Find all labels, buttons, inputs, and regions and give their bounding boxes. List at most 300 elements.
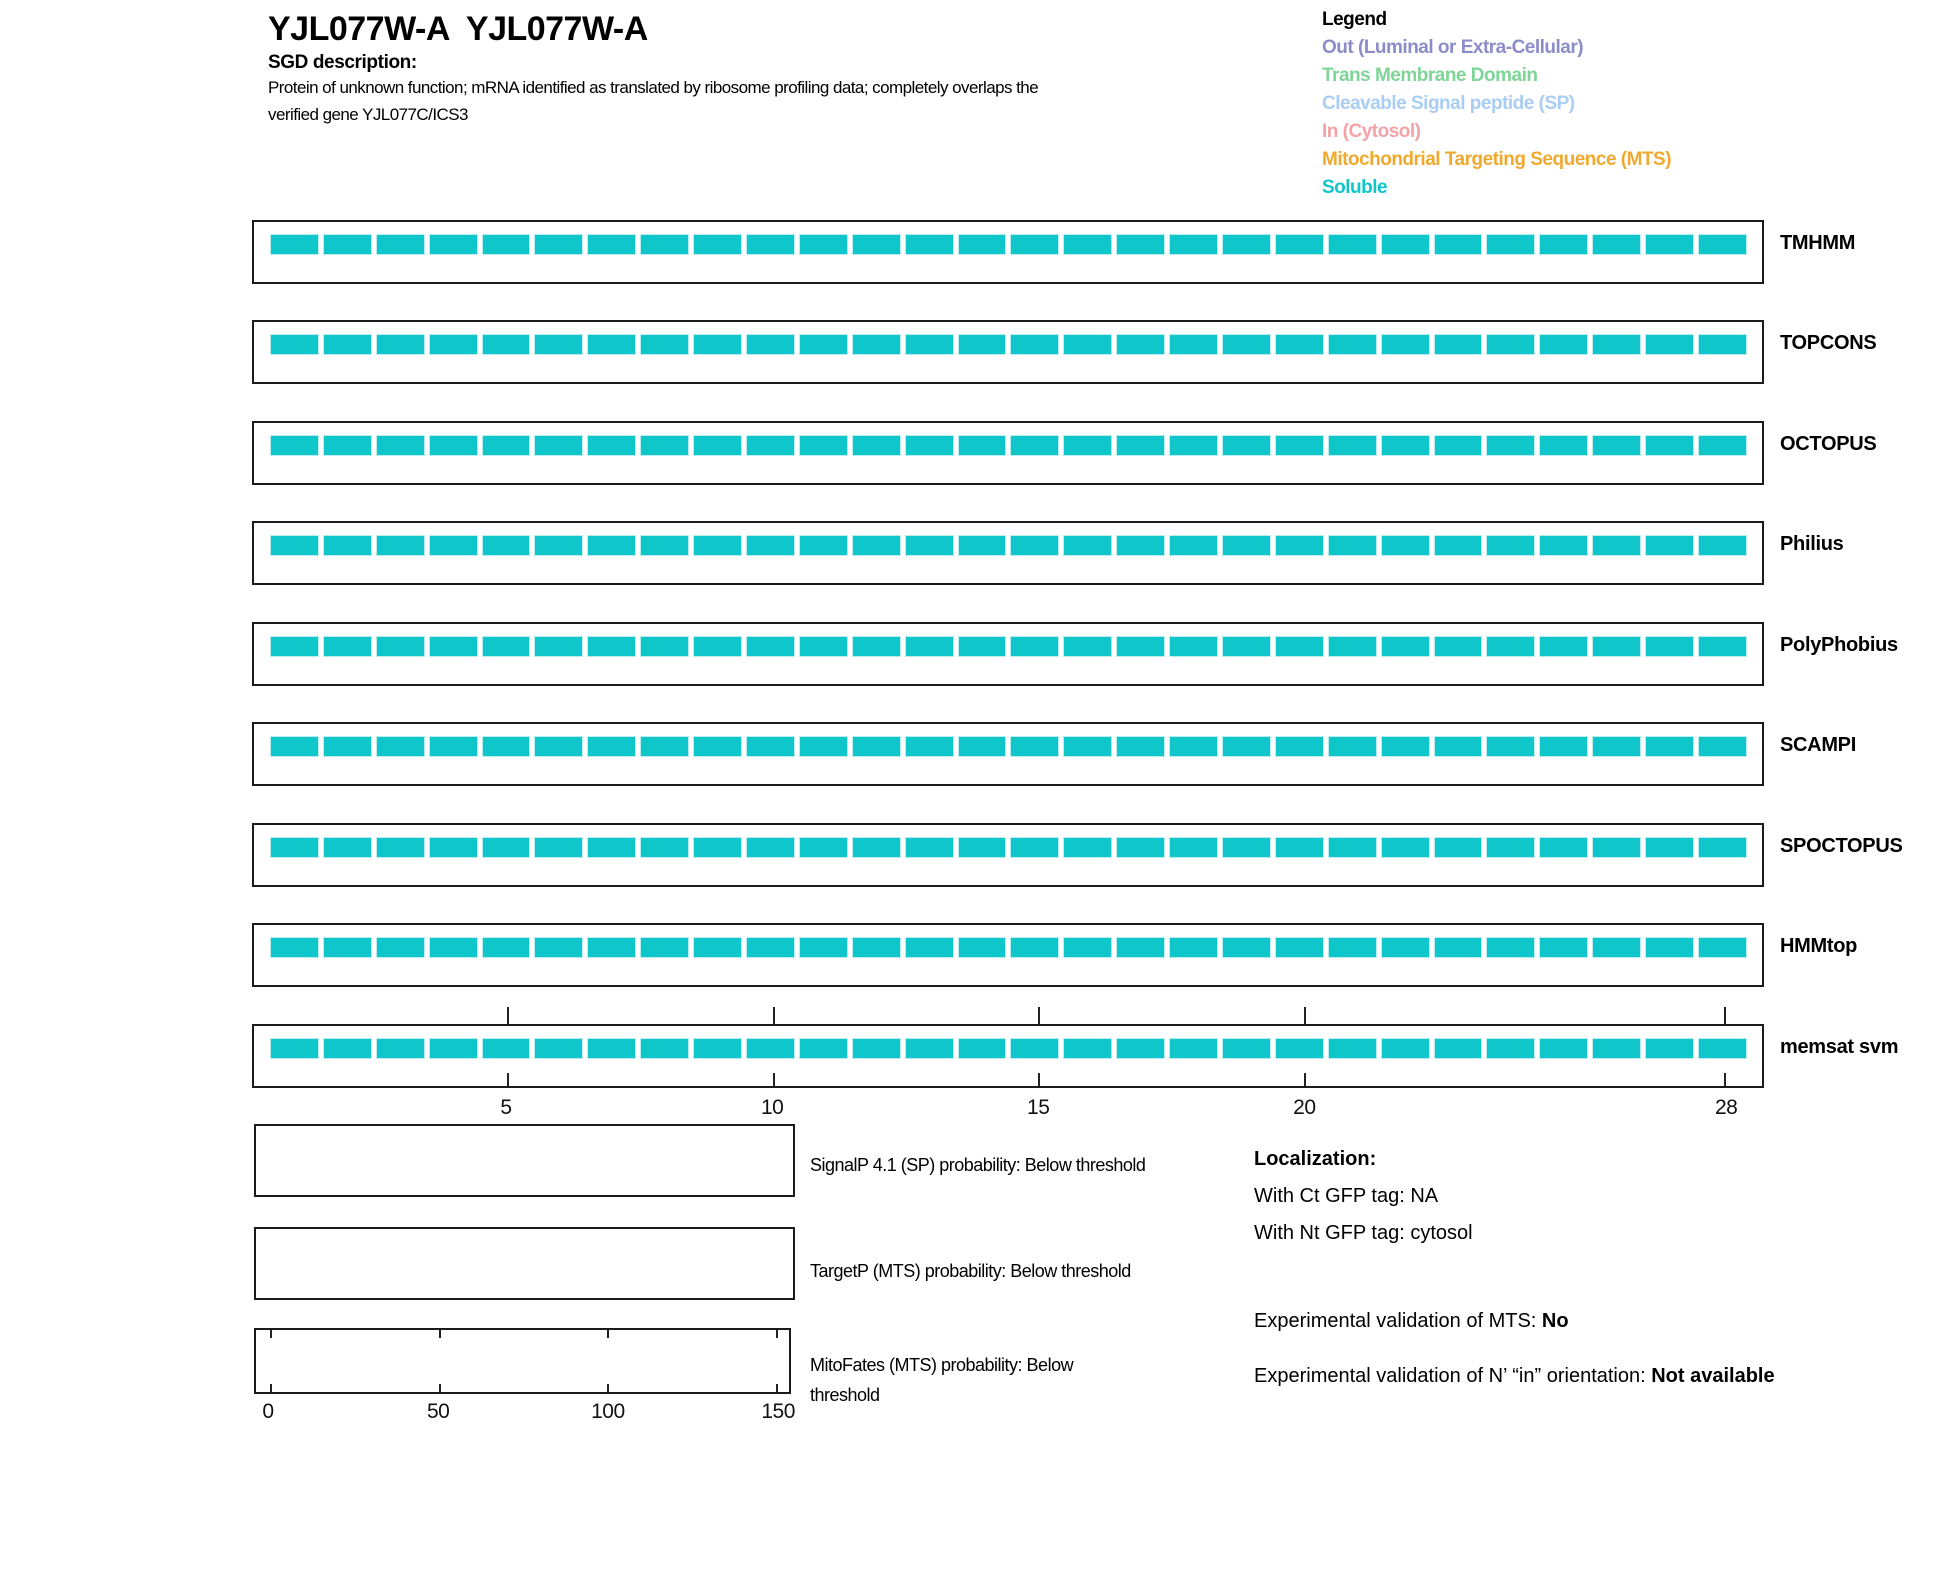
- gfp-tag-line: With Nt GFP tag: cytosol: [1254, 1222, 1473, 1244]
- residue-segment: [1434, 937, 1483, 958]
- residue-segment: [1222, 334, 1271, 355]
- residue-segment: [587, 636, 636, 657]
- residue-segment: [1381, 334, 1430, 355]
- residue-segment: [1434, 535, 1483, 556]
- prediction-bar: [270, 636, 1747, 657]
- validation-prefix: Experimental validation of MTS:: [1254, 1310, 1542, 1332]
- residue-segment: [1539, 937, 1588, 958]
- probability-panel-label-targetp: TargetP (MTS) probability: Below threshold: [810, 1261, 1131, 1281]
- track-label-hmmtop: HMMtop: [1780, 935, 1858, 957]
- residue-segment: [958, 937, 1007, 958]
- residue-segment: [958, 636, 1007, 657]
- residue-segment: [1592, 837, 1641, 858]
- probability-panel-box-mitofates: [254, 1328, 791, 1394]
- residue-segment: [852, 937, 901, 958]
- residue-segment: [1645, 435, 1694, 456]
- prediction-bar: [270, 535, 1747, 556]
- residue-segment: [270, 535, 319, 556]
- residue-segment: [1328, 636, 1377, 657]
- residue-segment: [1169, 636, 1218, 657]
- residue-segment: [1116, 837, 1165, 858]
- residue-segment: [1698, 937, 1747, 958]
- residue-segment: [958, 837, 1007, 858]
- residue-segment: [1645, 535, 1694, 556]
- residue-segment: [693, 334, 742, 355]
- panel-tick-mark: [439, 1330, 441, 1338]
- residue-segment: [693, 435, 742, 456]
- residue-segment: [852, 837, 901, 858]
- residue-segment: [905, 1038, 954, 1059]
- track-label-spoctopus: SPOCTOPUS: [1780, 835, 1903, 857]
- residue-segment: [852, 234, 901, 255]
- page-title: YJL077W-A YJL077W-A: [268, 10, 648, 48]
- residue-segment: [905, 837, 954, 858]
- residue-segment: [1010, 535, 1059, 556]
- track-label-topcons: TOPCONS: [1780, 332, 1877, 354]
- residue-segment: [429, 837, 478, 858]
- residue-segment: [1486, 535, 1535, 556]
- track-box-scampi: [252, 722, 1764, 786]
- residue-segment: [746, 736, 795, 757]
- residue-segment: [1222, 837, 1271, 858]
- residue-segment: [746, 1038, 795, 1059]
- axis-tick-mark: [1724, 1007, 1726, 1024]
- panel-tick-mark: [607, 1384, 609, 1392]
- residue-segment: [376, 234, 425, 255]
- residue-segment: [376, 837, 425, 858]
- residue-segment: [1222, 1038, 1271, 1059]
- residue-segment: [1116, 736, 1165, 757]
- legend-items: [1322, 34, 1671, 202]
- residue-segment: [640, 1038, 689, 1059]
- residue-axis: [252, 1096, 1764, 1122]
- residue-segment: [746, 435, 795, 456]
- residue-segment: [1645, 1038, 1694, 1059]
- panel-tick-mark: [776, 1330, 778, 1338]
- residue-segment: [1592, 535, 1641, 556]
- residue-segment: [1169, 535, 1218, 556]
- residue-segment: [1275, 837, 1324, 858]
- localization-heading: Localization:: [1254, 1148, 1377, 1170]
- residue-segment: [852, 535, 901, 556]
- residue-segment: [1063, 435, 1112, 456]
- residue-segment: [534, 636, 583, 657]
- residue-segment: [1010, 636, 1059, 657]
- probability-panel-box-signalp: [254, 1124, 795, 1197]
- residue-segment: [323, 1038, 372, 1059]
- prediction-bar: [270, 736, 1747, 757]
- residue-segment: [1592, 1038, 1641, 1059]
- track-label-memsat-svm: memsat svm: [1780, 1036, 1899, 1058]
- legend-item-mts: Mitochondrial Targeting Sequence (MTS): [1322, 149, 1672, 170]
- residue-segment: [482, 435, 531, 456]
- residue-segment: [323, 736, 372, 757]
- residue-segment: [482, 937, 531, 958]
- residue-segment: [270, 837, 319, 858]
- residue-segment: [905, 636, 954, 657]
- axis-tick-label: 150: [761, 1400, 795, 1423]
- residue-segment: [1539, 535, 1588, 556]
- residue-segment: [1592, 334, 1641, 355]
- residue-segment: [746, 837, 795, 858]
- residue-segment: [1645, 736, 1694, 757]
- residue-segment: [376, 1038, 425, 1059]
- residue-segment: [587, 937, 636, 958]
- axis-tick-label: 15: [1027, 1096, 1050, 1119]
- track-box-topcons: [252, 320, 1764, 384]
- residue-segment: [1222, 636, 1271, 657]
- residue-segment: [482, 736, 531, 757]
- residue-segment: [1645, 636, 1694, 657]
- residue-segment: [799, 937, 848, 958]
- residue-segment: [587, 837, 636, 858]
- axis-tick-mark: [1304, 1007, 1306, 1024]
- residue-segment: [1539, 837, 1588, 858]
- residue-segment: [429, 234, 478, 255]
- residue-segment: [270, 334, 319, 355]
- axis-tick-mark: [507, 1007, 509, 1024]
- probability-panel-box-targetp: [254, 1227, 795, 1300]
- residue-segment: [1063, 535, 1112, 556]
- residue-segment: [1063, 234, 1112, 255]
- residue-segment: [1010, 1038, 1059, 1059]
- residue-segment: [429, 937, 478, 958]
- residue-segment: [482, 636, 531, 657]
- residue-segment: [1539, 334, 1588, 355]
- residue-segment: [1116, 435, 1165, 456]
- residue-segment: [323, 636, 372, 657]
- axis-tick-mark: [507, 1073, 509, 1086]
- residue-segment: [1275, 636, 1324, 657]
- residue-segment: [270, 435, 319, 456]
- residue-segment: [1328, 234, 1377, 255]
- panel-tick-mark: [270, 1384, 272, 1392]
- panel-tick-mark: [776, 1384, 778, 1392]
- residue-segment: [323, 535, 372, 556]
- residue-segment: [1592, 435, 1641, 456]
- residue-segment: [429, 334, 478, 355]
- residue-segment: [640, 636, 689, 657]
- residue-segment: [1275, 334, 1324, 355]
- residue-segment: [482, 837, 531, 858]
- residue-segment: [587, 334, 636, 355]
- residue-segment: [482, 1038, 531, 1059]
- legend-item-signal-peptide: Cleavable Signal peptide (SP): [1322, 93, 1575, 114]
- residue-segment: [1486, 435, 1535, 456]
- prediction-bar: [270, 334, 1747, 355]
- gfp-tag-line: With Ct GFP tag: NA: [1254, 1185, 1439, 1207]
- residue-segment: [905, 736, 954, 757]
- axis-tick-mark: [1038, 1073, 1040, 1086]
- track-box-tmhmm: [252, 220, 1764, 284]
- residue-segment: [1592, 937, 1641, 958]
- residue-segment: [1698, 334, 1747, 355]
- validation-line: [1254, 1358, 1799, 1394]
- residue-segment: [376, 736, 425, 757]
- residue-segment: [376, 636, 425, 657]
- track-label-octopus: OCTOPUS: [1780, 433, 1877, 455]
- residue-segment: [1169, 234, 1218, 255]
- residue-segment: [1116, 334, 1165, 355]
- residue-segment: [905, 435, 954, 456]
- residue-segment: [905, 234, 954, 255]
- residue-segment: [958, 1038, 1007, 1059]
- residue-segment: [1169, 435, 1218, 456]
- residue-segment: [1698, 535, 1747, 556]
- residue-segment: [323, 334, 372, 355]
- axis-tick-mark: [1038, 1007, 1040, 1024]
- residue-segment: [958, 334, 1007, 355]
- prediction-bar: [270, 937, 1747, 958]
- residue-segment: [799, 636, 848, 657]
- residue-segment: [852, 1038, 901, 1059]
- residue-segment: [1645, 334, 1694, 355]
- residue-segment: [905, 334, 954, 355]
- track-box-hmmtop: [252, 923, 1764, 987]
- residue-segment: [1645, 234, 1694, 255]
- residue-segment: [270, 937, 319, 958]
- residue-segment: [1063, 1038, 1112, 1059]
- legend-item-soluble: Soluble: [1322, 177, 1388, 198]
- residue-segment: [1486, 334, 1535, 355]
- residue-segment: [270, 736, 319, 757]
- residue-segment: [534, 535, 583, 556]
- residue-segment: [1116, 234, 1165, 255]
- axis-tick-label: 20: [1293, 1096, 1316, 1119]
- residue-segment: [1116, 636, 1165, 657]
- residue-segment: [1063, 636, 1112, 657]
- track-label-polyphobius: PolyPhobius: [1780, 634, 1898, 656]
- axis-tick-label: 10: [760, 1096, 784, 1119]
- panel-tick-mark: [607, 1330, 609, 1338]
- residue-segment: [852, 334, 901, 355]
- residue-segment: [799, 234, 848, 255]
- track-label-philius: Philius: [1780, 533, 1844, 555]
- residue-segment: [482, 334, 531, 355]
- residue-segment: [1063, 334, 1112, 355]
- residue-segment: [746, 937, 795, 958]
- residue-segment: [1434, 736, 1483, 757]
- residue-segment: [1539, 636, 1588, 657]
- track-box-philius: [252, 521, 1764, 585]
- residue-segment: [270, 1038, 319, 1059]
- residue-segment: [746, 535, 795, 556]
- residue-segment: [799, 535, 848, 556]
- track-box-memsat-svm: [252, 1024, 1764, 1088]
- track-box-octopus: [252, 421, 1764, 485]
- residue-segment: [323, 435, 372, 456]
- residue-segment: [1381, 1038, 1430, 1059]
- residue-segment: [1010, 334, 1059, 355]
- residue-segment: [958, 234, 1007, 255]
- residue-segment: [1592, 736, 1641, 757]
- residue-segment: [1275, 535, 1324, 556]
- validation-prefix: Experimental validation of N’ “in” orientation:: [1254, 1365, 1652, 1387]
- prediction-bar: [270, 435, 1747, 456]
- residue-segment: [429, 535, 478, 556]
- residue-segment: [1434, 234, 1483, 255]
- residue-segment: [1645, 937, 1694, 958]
- legend-item-out: Out (Luminal or Extra-Cellular): [1322, 37, 1584, 58]
- axis-tick-mark: [773, 1073, 775, 1086]
- residue-segment: [376, 334, 425, 355]
- residue-segment: [1328, 334, 1377, 355]
- residue-segment: [640, 736, 689, 757]
- residue-segment: [1434, 334, 1483, 355]
- residue-segment: [1328, 1038, 1377, 1059]
- residue-segment: [852, 435, 901, 456]
- residue-segment: [1381, 234, 1430, 255]
- residue-segment: [323, 837, 372, 858]
- residue-segment: [693, 636, 742, 657]
- residue-segment: [1486, 234, 1535, 255]
- residue-segment: [799, 837, 848, 858]
- residue-segment: [376, 937, 425, 958]
- residue-segment: [1116, 535, 1165, 556]
- residue-segment: [693, 1038, 742, 1059]
- residue-segment: [1381, 636, 1430, 657]
- residue-segment: [1116, 1038, 1165, 1059]
- residue-segment: [1222, 736, 1271, 757]
- sgd-description-heading: SGD description:: [268, 52, 417, 73]
- residue-segment: [1381, 837, 1430, 858]
- axis-tick-label: 50: [427, 1400, 450, 1423]
- residue-segment: [1169, 837, 1218, 858]
- residue-segment: [1698, 636, 1747, 657]
- track-box-polyphobius: [252, 622, 1764, 686]
- residue-segment: [1010, 837, 1059, 858]
- residue-segment: [746, 636, 795, 657]
- axis-tick-label: 5: [500, 1096, 512, 1119]
- residue-segment: [534, 937, 583, 958]
- residue-segment: [1381, 736, 1430, 757]
- residue-segment: [1328, 937, 1377, 958]
- axis-tick-mark: [1724, 1073, 1726, 1086]
- residue-segment: [640, 435, 689, 456]
- residue-segment: [1539, 435, 1588, 456]
- residue-segment: [1381, 937, 1430, 958]
- residue-segment: [270, 234, 319, 255]
- residue-segment: [1275, 937, 1324, 958]
- residue-segment: [1698, 1038, 1747, 1059]
- residue-segment: [587, 1038, 636, 1059]
- residue-segment: [482, 535, 531, 556]
- residue-segment: [376, 435, 425, 456]
- residue-segment: [746, 234, 795, 255]
- residue-segment: [1275, 234, 1324, 255]
- probability-panel-label-signalp: SignalP 4.1 (SP) probability: Below threshold: [810, 1155, 1146, 1175]
- panel-tick-mark: [270, 1330, 272, 1338]
- residue-segment: [693, 937, 742, 958]
- residue-segment: [1328, 736, 1377, 757]
- residue-segment: [1434, 636, 1483, 657]
- residue-segment: [1381, 435, 1430, 456]
- residue-segment: [1592, 234, 1641, 255]
- residue-segment: [1169, 736, 1218, 757]
- residue-segment: [1063, 937, 1112, 958]
- track-box-spoctopus: [252, 823, 1764, 887]
- residue-segment: [693, 535, 742, 556]
- residue-segment: [1486, 937, 1535, 958]
- legend-item-trans-membrane: Trans Membrane Domain: [1322, 65, 1538, 86]
- residue-segment: [1169, 1038, 1218, 1059]
- residue-segment: [1539, 234, 1588, 255]
- legend-item-in-cytosol: In (Cytosol): [1322, 121, 1421, 142]
- residue-segment: [534, 1038, 583, 1059]
- residue-segment: [1434, 1038, 1483, 1059]
- axis-tick-label: 0: [262, 1400, 274, 1423]
- residue-segment: [640, 334, 689, 355]
- residue-segment: [1169, 334, 1218, 355]
- residue-segment: [958, 435, 1007, 456]
- residue-segment: [1010, 435, 1059, 456]
- legend: [1322, 6, 1671, 202]
- residue-segment: [1222, 234, 1271, 255]
- track-label-scampi: SCAMPI: [1780, 734, 1856, 756]
- residue-segment: [1539, 1038, 1588, 1059]
- residue-segment: [323, 234, 372, 255]
- residue-segment: [1275, 435, 1324, 456]
- residue-segment: [640, 234, 689, 255]
- residue-segment: [746, 334, 795, 355]
- axis-tick-mark: [1304, 1073, 1306, 1086]
- residue-segment: [1434, 837, 1483, 858]
- residue-segment: [376, 535, 425, 556]
- residue-segment: [534, 234, 583, 255]
- residue-segment: [534, 837, 583, 858]
- residue-segment: [482, 234, 531, 255]
- residue-segment: [1486, 1038, 1535, 1059]
- residue-segment: [429, 636, 478, 657]
- validation-line: [1254, 1303, 1799, 1339]
- residue-segment: [799, 334, 848, 355]
- residue-segment: [534, 736, 583, 757]
- residue-segment: [799, 1038, 848, 1059]
- residue-segment: [640, 535, 689, 556]
- residue-segment: [1381, 535, 1430, 556]
- residue-segment: [1486, 636, 1535, 657]
- residue-segment: [1222, 435, 1271, 456]
- residue-segment: [1328, 435, 1377, 456]
- residue-segment: [1645, 837, 1694, 858]
- residue-segment: [429, 736, 478, 757]
- residue-segment: [1169, 937, 1218, 958]
- residue-segment: [270, 636, 319, 657]
- residue-segment: [323, 937, 372, 958]
- residue-segment: [587, 234, 636, 255]
- mitofates-axis: [254, 1400, 795, 1426]
- legend-heading: Legend: [1322, 9, 1387, 30]
- panel-tick-mark: [439, 1384, 441, 1392]
- residue-segment: [1116, 937, 1165, 958]
- residue-segment: [905, 535, 954, 556]
- residue-segment: [1063, 736, 1112, 757]
- residue-segment: [1592, 636, 1641, 657]
- residue-segment: [587, 736, 636, 757]
- residue-segment: [693, 234, 742, 255]
- sgd-description-text: Protein of unknown function; mRNA identified as translated by ribosome profiling data; completely overlaps the verified gene YJL077C/ICS3: [268, 78, 1039, 124]
- residue-segment: [1063, 837, 1112, 858]
- residue-segment: [1010, 736, 1059, 757]
- residue-segment: [693, 837, 742, 858]
- residue-segment: [1486, 837, 1535, 858]
- residue-segment: [1275, 736, 1324, 757]
- residue-segment: [1434, 435, 1483, 456]
- residue-segment: [429, 1038, 478, 1059]
- residue-segment: [1010, 937, 1059, 958]
- residue-segment: [1275, 1038, 1324, 1059]
- residue-segment: [693, 736, 742, 757]
